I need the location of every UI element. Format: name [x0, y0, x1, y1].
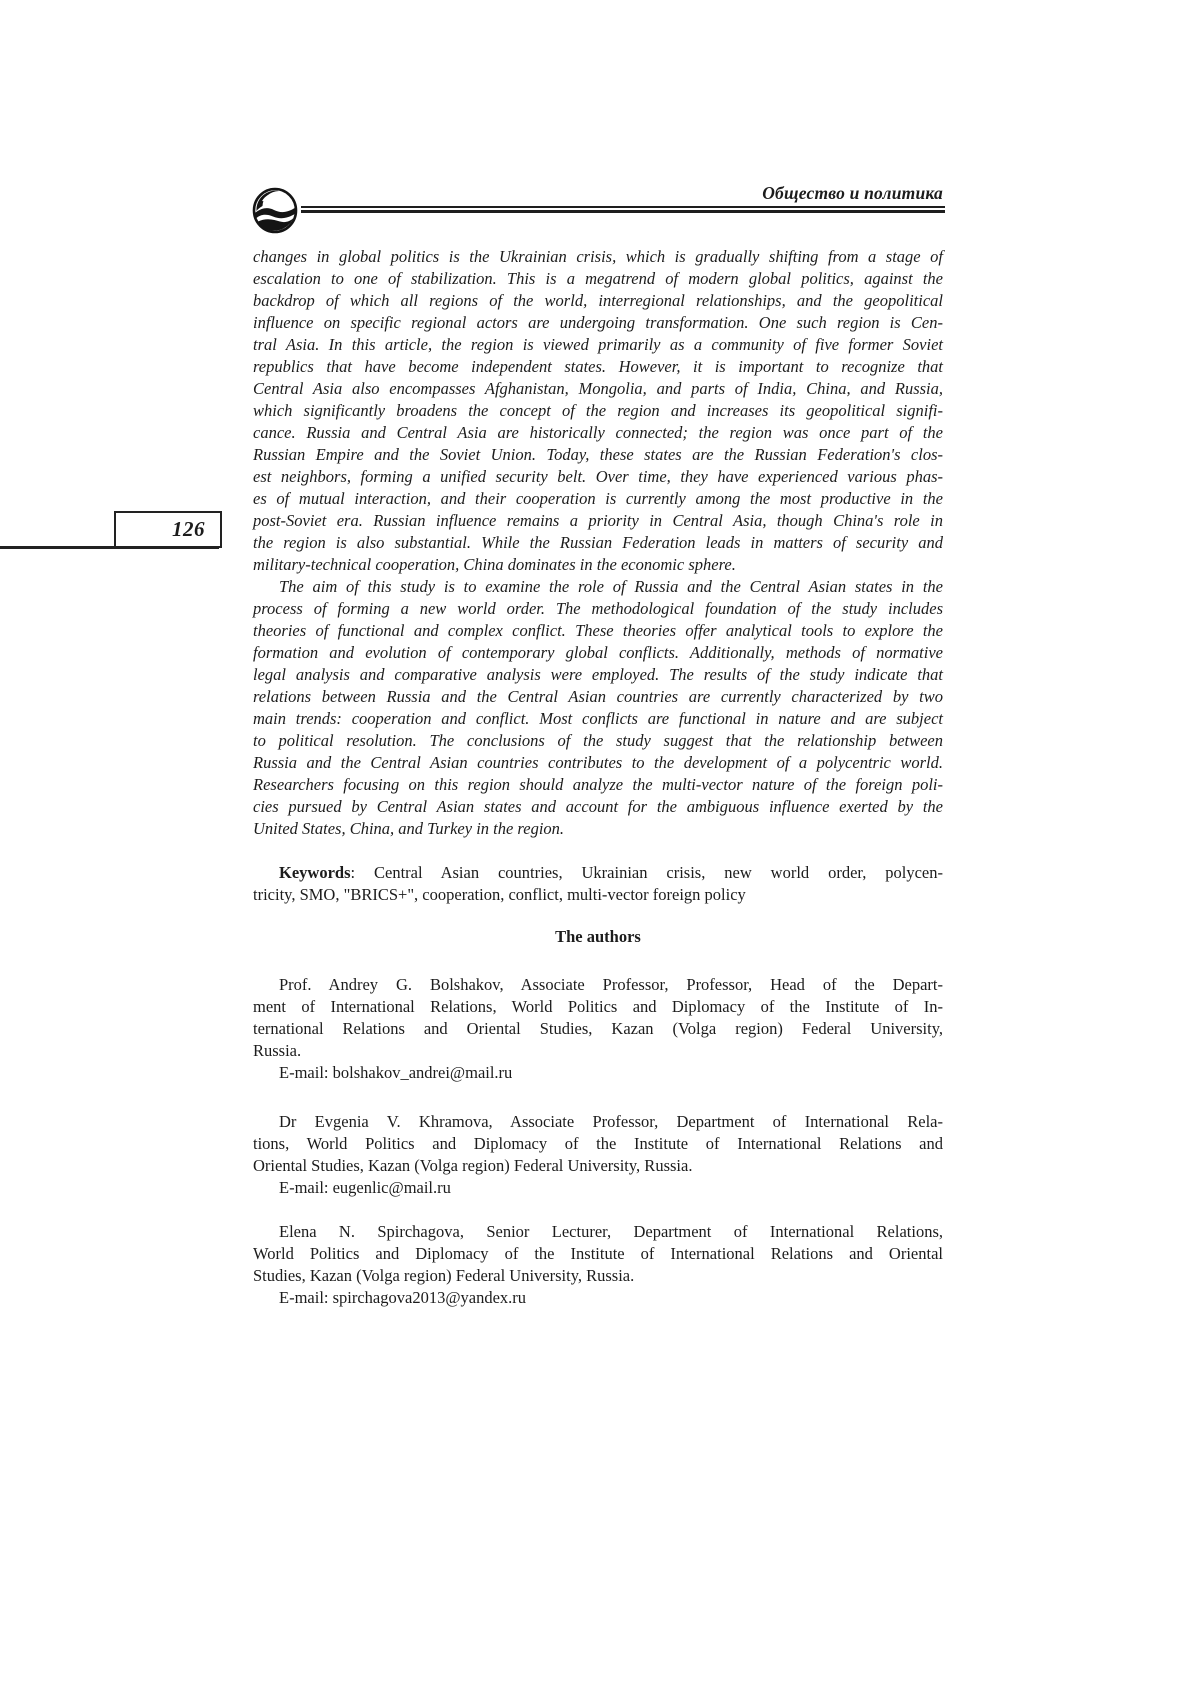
author-bio-line: Elena N. Spirchagova, Senior Lecturer, Department of International Relations, [279, 1222, 943, 1241]
author-bio-line: Oriental Studies, Kazan (Volga region) Federal University, Russia. [253, 1156, 693, 1175]
abstract-line: es of mutual interaction, and their cooperation is currently among the most productive in the [253, 489, 943, 508]
abstract-line: The aim of this study is to examine the role of Russia and the Central Asian states in the [279, 577, 943, 596]
page-number: 126 [172, 517, 205, 541]
abstract-line: cance. Russia and Central Asia are historically connected; the region was once part of the [253, 423, 943, 442]
abstract-line: process of forming a new world order. The methodological foundation of the study includes [253, 599, 943, 618]
abstract-line: Russia and the Central Asian countries contributes to the development of a polycentric world. [253, 753, 943, 772]
abstract-line: formation and evolution of contemporary global conflicts. Additionally, methods of normative [253, 643, 943, 662]
keywords-text: : Central Asian countries, Ukrainian crisis, new world order, polycen- [350, 863, 943, 882]
keywords-line [253, 862, 943, 884]
author-bio-line: Prof. Andrey G. Bolshakov, Associate Professor, Professor, Head of the Depart- [279, 975, 943, 994]
keywords-paragraph [253, 862, 943, 906]
author-block-bolshakov [253, 974, 943, 1084]
abstract-paragraph-2 [253, 576, 943, 840]
keywords-line: tricity, SMO, "BRICS+", cooperation, conflict, multi-vector foreign policy [253, 885, 746, 904]
abstract-line: legal analysis and comparative analysis were employed. The results of the study indicate that [253, 665, 943, 684]
author-block-khramova [253, 1111, 943, 1199]
page-number-box [114, 511, 222, 548]
abstract-line: the region is also substantial. While the Russian Federation leads in matters of security and [253, 533, 943, 552]
abstract-line: United States, China, and Turkey in the region. [253, 819, 565, 838]
abstract-line: est neighbors, forming a unified security belt. Over time, they have experienced various phas- [253, 467, 943, 486]
abstract-paragraph-1 [253, 246, 943, 576]
author-bio [253, 1221, 943, 1287]
abstract-line: theories of functional and complex conflict. These theories offer analytical tools to explore the [253, 621, 943, 640]
abstract-line: tral Asia. In this article, the region is viewed primarily as a community of five former Soviet [253, 335, 943, 354]
abstract-line: Central Asia also encompasses Afghanistan, Mongolia, and parts of India, China, and Russia, [253, 379, 943, 398]
abstract-line: backdrop of which all regions of the world, interregional relationships, and the geopolitical [253, 291, 943, 310]
author-bio [253, 974, 943, 1062]
abstract-line: main trends: cooperation and conflict. Most conflicts are functional in nature and are subject [253, 709, 943, 728]
author-email: E-mail: spirchagova2013@yandex.ru [279, 1288, 527, 1307]
keywords-label: Keywords [279, 863, 351, 882]
abstract-line: influence on specific regional actors are undergoing transformation. One such region is Cen- [253, 313, 943, 332]
abstract-line: which significantly broadens the concept of the region and increases its geopolitical signifi- [253, 401, 943, 420]
abstract-line: changes in global politics is the Ukrainian crisis, which is gradually shifting from a stage of [253, 247, 943, 266]
author-block-spirchagova [253, 1221, 943, 1309]
abstract-line: escalation to one of stabilization. This is a megatrend of modern global politics, against the [253, 269, 943, 288]
abstract-text [253, 246, 943, 840]
journal-logo-icon [252, 187, 298, 234]
journal-section-title: Общество и политика [762, 183, 943, 203]
abstract-line: Researchers focusing on this region should analyze the multi-vector nature of the foreign poli- [253, 775, 943, 794]
header-double-rule [301, 206, 945, 213]
author-bio-line: ternational Relations and Oriental Studies, Kazan (Volga region) Federal University, [253, 1019, 943, 1038]
author-bio-line: Studies, Kazan (Volga region) Federal University, Russia. [253, 1266, 635, 1285]
author-email: E-mail: bolshakov_andrei@mail.ru [279, 1063, 513, 1082]
abstract-line: republics that have become independent states. However, it is important to recognize that [253, 357, 943, 376]
authors-heading: The authors [555, 927, 641, 946]
abstract-line: military-technical cooperation, China dominates in the economic sphere. [253, 555, 736, 574]
author-bio-line: Dr Evgenia V. Khramova, Associate Professor, Department of International Rela- [279, 1112, 943, 1131]
abstract-line: cies pursued by Central Asian states and account for the ambiguous influence exerted by the [253, 797, 943, 816]
abstract-line: Russian Empire and the Soviet Union. Today, these states are the Russian Federation's clos- [253, 445, 943, 464]
author-bio [253, 1111, 943, 1177]
author-bio-line: Russia. [253, 1041, 302, 1060]
author-bio-line: World Politics and Diplomacy of the Institute of International Relations and Oriental [253, 1244, 943, 1263]
author-bio-line: tions, World Politics and Diplomacy of the Institute of International Relations and [253, 1134, 943, 1153]
author-email: E-mail: eugenlic@mail.ru [279, 1178, 451, 1197]
abstract-line: post-Soviet era. Russian influence remains a priority in Central Asia, though China's role in [253, 511, 943, 530]
abstract-line: to political resolution. The conclusions of the study suggest that the relationship between [253, 731, 943, 750]
abstract-line: relations between Russia and the Central Asian countries are currently characterized by two [253, 687, 943, 706]
author-bio-line: ment of International Relations, World Politics and Diplomacy of the Institute of In- [253, 997, 943, 1016]
